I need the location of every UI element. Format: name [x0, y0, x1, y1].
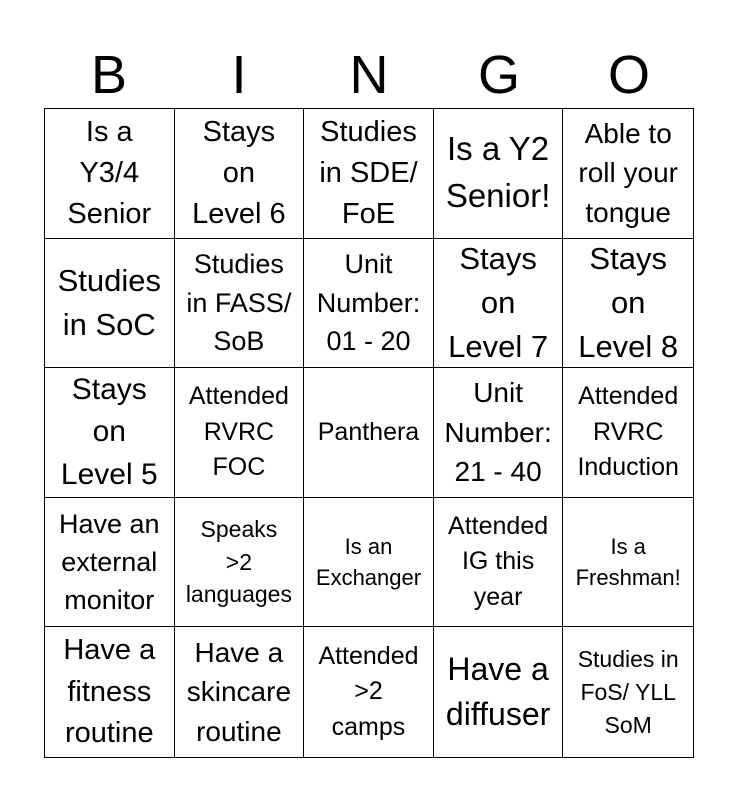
bingo-cell-text: Unit Number: 21 - 40: [444, 376, 552, 488]
bingo-cell-text: Attended >2 camps: [318, 641, 419, 741]
bingo-cell[interactable]: [434, 239, 564, 369]
bingo-cell[interactable]: [563, 239, 693, 369]
bingo-cell[interactable]: [434, 498, 564, 628]
bingo-cell-text: Panthera: [317, 417, 420, 446]
bingo-cell-text: Have a diffuser: [445, 650, 551, 733]
bingo-cell-text: Unit Number: 01 - 20: [316, 249, 421, 357]
bingo-cell-text: Studies in FoS/ YLL SoM: [577, 646, 679, 738]
bingo-cell[interactable]: [45, 239, 175, 369]
bingo-cell-text: Is a Y2 Senior!: [445, 130, 551, 215]
bingo-cell[interactable]: [563, 368, 693, 498]
bingo-cell[interactable]: [563, 109, 693, 239]
bingo-header: [44, 42, 694, 108]
bingo-cell[interactable]: [45, 498, 175, 628]
bingo-cell[interactable]: [304, 627, 434, 757]
bingo-cell-text: Stays on Level 5: [60, 372, 158, 491]
bingo-cell-text: Is an Exchanger: [315, 533, 422, 591]
bingo-cell-text: Is a Freshman!: [575, 533, 681, 591]
bingo-cell[interactable]: [304, 109, 434, 239]
bingo-cell[interactable]: [304, 498, 434, 628]
bingo-cell-text: Able to roll your tongue: [578, 117, 678, 229]
header-letter-g: G: [477, 45, 520, 105]
bingo-cell[interactable]: [563, 627, 693, 757]
bingo-cell-text: Studies in FASS/ SoB: [186, 249, 292, 357]
bingo-cell-text: Have a skincare routine: [186, 636, 292, 748]
bingo-cell[interactable]: [175, 498, 305, 628]
bingo-cell-text: Speaks >2 languages: [185, 516, 292, 608]
bingo-cell-text: Have a fitness routine: [63, 634, 156, 749]
header-letter-n: N: [349, 45, 389, 105]
header-letter-b: B: [90, 45, 128, 105]
bingo-cell[interactable]: [304, 239, 434, 369]
header-letter-o: O: [607, 45, 650, 105]
bingo-cell[interactable]: [175, 627, 305, 757]
bingo-cell-text: Attended RVRC FOC: [188, 382, 289, 482]
bingo-cell[interactable]: [45, 109, 175, 239]
bingo-cell[interactable]: [304, 368, 434, 498]
bingo-cell-text: Stays on Level 7: [448, 240, 549, 364]
bingo-cell[interactable]: [175, 109, 305, 239]
bingo-cell[interactable]: [434, 368, 564, 498]
bingo-cell-text: Studies in SDE/ FoE: [319, 115, 418, 230]
bingo-cell-text: Attended IG this year: [448, 511, 549, 611]
bingo-cell[interactable]: [434, 627, 564, 757]
header-letter-i: I: [231, 45, 247, 105]
bingo-cell[interactable]: [45, 627, 175, 757]
bingo-cell-text: Stays on Level 8: [578, 240, 679, 364]
bingo-cell-text: Studies in SoC: [57, 262, 161, 342]
bingo-grid: [44, 108, 694, 758]
bingo-cell[interactable]: [45, 368, 175, 498]
bingo-cell-text: Have an external monitor: [59, 508, 160, 616]
bingo-cell-text: Attended RVRC Induction: [577, 382, 679, 482]
bingo-cell[interactable]: [434, 109, 564, 239]
bingo-cell[interactable]: [175, 368, 305, 498]
bingo-cell[interactable]: [175, 239, 305, 369]
bingo-cell-text: Is a Y3/4 Senior: [67, 115, 152, 230]
bingo-cell-text: Stays on Level 6: [192, 115, 286, 230]
bingo-cell[interactable]: [563, 498, 693, 628]
